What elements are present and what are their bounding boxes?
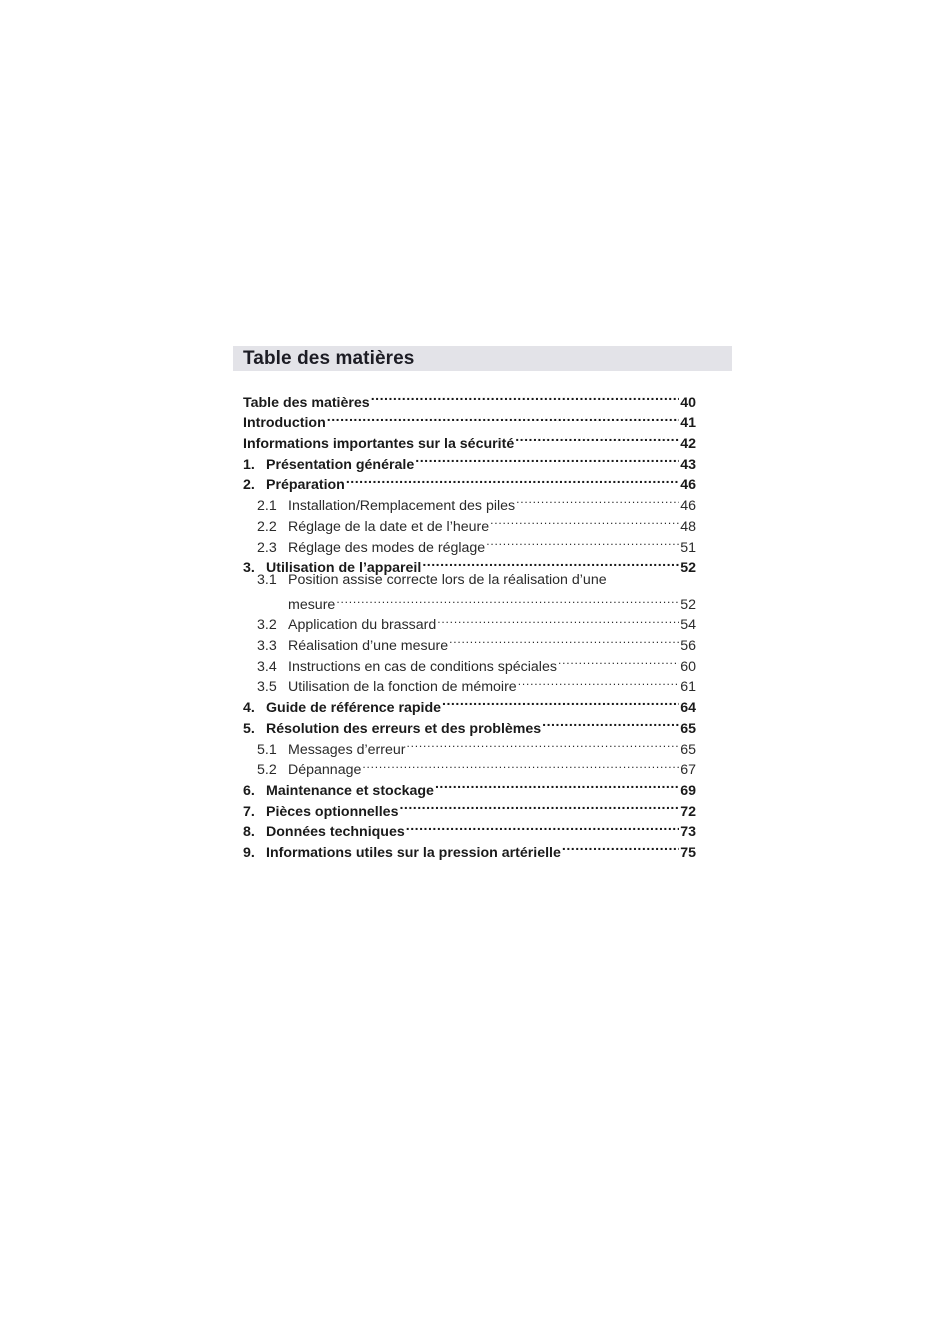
- dot-leader: [406, 816, 679, 837]
- toc-entry-number: 8.: [243, 824, 255, 841]
- toc-entry[interactable]: [243, 386, 696, 411]
- toc-entry-number: 3.2: [257, 617, 277, 634]
- dot-leader: [327, 407, 679, 428]
- dot-leader: [486, 531, 679, 552]
- toc-entry-label: Instructions en cas de conditions spéciales: [288, 658, 557, 675]
- toc-entry-number: 1.: [243, 456, 255, 473]
- toc-page-number: 42: [680, 436, 696, 453]
- toc-entry-label: Réalisation d’une mesure: [288, 638, 449, 655]
- toc-page-number: 46: [680, 477, 696, 494]
- toc-entry-label: Réglage des modes de réglage: [288, 539, 486, 556]
- toc-entry-label: Guide de référence rapide: [266, 700, 442, 717]
- toc-entry-label: Application du brassard: [288, 617, 437, 634]
- toc-entry-number: 3.5: [257, 679, 277, 696]
- toc-page-number: 52: [680, 560, 696, 577]
- toc-entry-label: Informations utiles sur la pression artérielle: [266, 844, 561, 861]
- toc-entry-number: 2.1: [257, 498, 277, 515]
- toc-entry-label: Position assise correcte lors de la réalisation d’une: [288, 572, 607, 589]
- toc-entry-number: 6.: [243, 782, 255, 799]
- dot-leader: [442, 691, 679, 712]
- toc-entry-label: Données techniques: [266, 824, 405, 841]
- toc-entry-label: Utilisation de la fonction de mémoire: [288, 679, 517, 696]
- toc-page-number: 75: [680, 844, 696, 861]
- toc-page-number: 48: [680, 518, 696, 535]
- toc-entry-label: Présentation générale: [266, 456, 415, 473]
- toc-page-number: 65: [680, 720, 696, 737]
- toc-entry-number: 4.: [243, 700, 255, 717]
- toc-entry-label: Introduction: [243, 415, 326, 432]
- dot-leader: [362, 754, 679, 775]
- toc-entry-number: 5.: [243, 720, 255, 737]
- toc-entry-label-continued: mesure: [288, 596, 336, 613]
- toc-entry-label: Installation/Remplacement des piles: [288, 498, 516, 515]
- toc-page-number: 46: [680, 498, 696, 515]
- toc-entry-number: 5.2: [257, 762, 277, 779]
- toc-entry-number: 2.3: [257, 539, 277, 556]
- dot-leader: [516, 489, 679, 510]
- toc-page-number: 40: [680, 394, 696, 411]
- dot-leader: [562, 836, 679, 857]
- dot-leader: [336, 589, 679, 609]
- toc-entry-number: 2.2: [257, 518, 277, 535]
- toc-page-number: 56: [680, 638, 696, 655]
- dot-leader: [542, 712, 679, 733]
- toc-heading-bar: [233, 346, 732, 371]
- toc-entry-label: Résolution des erreurs et des problèmes: [266, 720, 542, 737]
- toc-page-number: 73: [680, 824, 696, 841]
- dot-leader: [435, 774, 679, 795]
- toc-entry-number: 9.: [243, 844, 255, 861]
- toc-page-number: 51: [680, 539, 696, 556]
- toc-heading: Table des matières: [243, 348, 415, 369]
- toc-page-number: 64: [680, 700, 696, 717]
- toc-page-number: 67: [680, 762, 696, 779]
- toc-entry-label: Table des matières: [243, 394, 370, 411]
- toc-entry-label: Préparation: [266, 477, 345, 494]
- toc-entry-number: 5.1: [257, 741, 277, 758]
- toc-page-number: 61: [680, 679, 696, 696]
- toc-entry-label: Pièces optionnelles: [266, 803, 399, 820]
- toc-subentry[interactable]: [243, 572, 696, 613]
- dot-leader: [449, 629, 679, 650]
- toc-page-number: 69: [680, 782, 696, 799]
- toc-entry-number: 3.: [243, 560, 255, 577]
- toc-entry-label: Messages d’erreur: [288, 741, 406, 758]
- toc-entry-number: 2.: [243, 477, 255, 494]
- toc-entry-label: Maintenance et stockage: [266, 782, 434, 799]
- toc-entry-label: Informations importantes sur la sécurité: [243, 436, 515, 453]
- dot-leader: [422, 552, 679, 573]
- dot-leader: [437, 609, 679, 630]
- toc-page-number: 54: [680, 617, 696, 634]
- dot-leader: [558, 650, 679, 671]
- toc-entry-label: Réglage de la date et de l’heure: [288, 518, 490, 535]
- toc-list: [243, 386, 696, 861]
- toc-entry-number: 3.4: [257, 658, 277, 675]
- toc-entry-number: 7.: [243, 803, 255, 820]
- toc-page-number: 43: [680, 456, 696, 473]
- dot-leader: [407, 733, 680, 754]
- dot-leader: [515, 427, 679, 448]
- toc-entry-label: Utilisation de l’appareil: [266, 560, 422, 577]
- dot-leader: [518, 671, 680, 692]
- dot-leader: [490, 510, 679, 531]
- toc-page-number: 60: [680, 658, 696, 675]
- toc-entry-number: 3.1: [257, 572, 277, 589]
- toc-entry-label: Dépannage: [288, 762, 362, 779]
- toc-page-number: 72: [680, 803, 696, 820]
- dot-leader: [371, 386, 680, 407]
- dot-leader: [399, 795, 679, 816]
- toc-entry-number: 3.3: [257, 638, 277, 655]
- toc-page-number: 65: [680, 741, 696, 758]
- dot-leader: [415, 448, 679, 469]
- toc-page-number: 41: [680, 415, 696, 432]
- toc-page-number: 52: [680, 596, 696, 613]
- dot-leader: [346, 469, 679, 490]
